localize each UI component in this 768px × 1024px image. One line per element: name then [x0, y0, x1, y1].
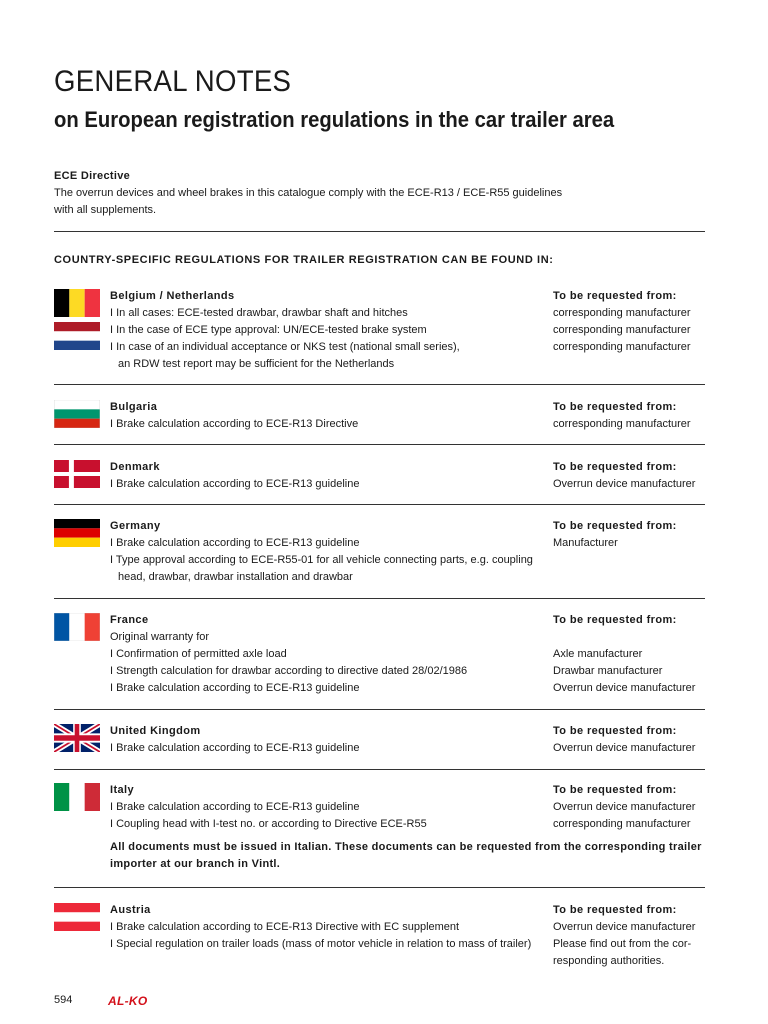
divider — [54, 598, 705, 599]
belgium-flag-icon — [54, 289, 100, 317]
requested-from-value: Overrun device manufacturer — [553, 742, 696, 754]
country-name: Austria — [110, 904, 151, 916]
requirement-line: I Type approval according to ECE-R55-01 for all vehicle connecting parts, e.g. coupling — [110, 554, 533, 566]
requirement-line: an RDW test report may be sufficient for the Netherlands — [118, 358, 395, 370]
italy-note-line-1: All documents must be issued in Italian. These documents can be requested from the corresponding trailer — [110, 841, 702, 853]
divider — [54, 887, 705, 888]
requested-from-heading: To be requested from: — [553, 520, 677, 532]
denmark-flag-icon — [54, 460, 100, 488]
country-name: Italy — [110, 784, 135, 796]
requirement-line: I Brake calculation according to ECE-R13 Directive with EC supplement — [110, 921, 460, 933]
requested-from-value: Axle manufacturer — [553, 648, 643, 660]
uk-flag-icon — [54, 724, 100, 752]
requested-from-value: corresponding manufacturer — [553, 307, 691, 319]
divider — [54, 384, 705, 385]
ece-heading: ECE Directive — [54, 170, 131, 182]
divider — [54, 504, 705, 505]
divider — [54, 709, 705, 710]
requirement-line: I Brake calculation according to ECE-R13 guideline — [110, 801, 360, 813]
requested-from-heading: To be requested from: — [553, 401, 677, 413]
requirement-line: I Brake calculation according to ECE-R13 Directive — [110, 418, 359, 430]
italy-note — [110, 839, 710, 873]
requirement-line: I Brake calculation according to ECE-R13 guideline — [110, 682, 360, 694]
austria-flag-icon — [54, 903, 100, 931]
country-italy — [54, 783, 705, 878]
country-name: United Kingdom — [110, 725, 201, 737]
requirement-line: I In all cases: ECE-tested drawbar, drawbar shaft and hitches — [110, 307, 408, 319]
requirement-line: I In the case of ECE type approval: UN/ECE-tested brake system — [110, 324, 427, 336]
country-denmark — [54, 460, 705, 500]
page-subtitle: on European registration regulations in the car trailer area — [54, 107, 615, 132]
requirement-line: head, drawbar, drawbar installation and drawbar — [118, 571, 353, 583]
ece-text-line-1: The overrun devices and wheel brakes in this catalogue comply with the ECE-R13 / ECE-R55 guidelines — [54, 187, 563, 199]
italy-note-line-2: importer at our branch in Vintl. — [110, 858, 281, 870]
requirement-line: I Confirmation of permitted axle load — [110, 648, 287, 660]
requirement-line: I In case of an individual acceptance or NKS test (national small series), — [110, 341, 460, 353]
ece-text-line-2: with all supplements. — [54, 204, 157, 216]
country-uk — [54, 724, 705, 764]
country-name: Bulgaria — [110, 401, 158, 413]
requested-from-value: corresponding manufacturer — [553, 418, 691, 430]
requested-from-heading: To be requested from: — [553, 904, 677, 916]
requested-from-value — [553, 629, 713, 646]
requirement-line: Original warranty for — [110, 631, 210, 643]
requested-from-value: Overrun device manufacturer — [553, 801, 696, 813]
country-austria — [54, 903, 705, 973]
requested-from-heading: To be requested from: — [553, 461, 677, 473]
france-flag-icon — [54, 613, 100, 641]
germany-flag-icon — [54, 519, 100, 547]
requested-from-value: responding authorities. — [553, 955, 665, 967]
page-title: GENERAL NOTES — [54, 65, 292, 98]
requested-from-value: Manufacturer — [553, 537, 618, 549]
country-name: France — [110, 614, 149, 626]
section-heading: COUNTRY-SPECIFIC REGULATIONS FOR TRAILER REGISTRATION CAN BE FOUND IN: — [54, 254, 554, 266]
requested-from-value: Please find out from the cor- — [553, 938, 692, 950]
requested-from-value: corresponding manufacturer — [553, 341, 691, 353]
requested-from-value: Overrun device manufacturer — [553, 478, 696, 490]
country-name: Germany — [110, 520, 161, 532]
divider — [54, 231, 705, 232]
requirement-line: I Strength calculation for drawbar according to directive dated 28/02/1986 — [110, 665, 468, 677]
requested-from-value: corresponding manufacturer — [553, 818, 691, 830]
country-germany — [54, 519, 705, 589]
country-france — [54, 613, 705, 703]
requested-from-value: corresponding manufacturer — [553, 324, 691, 336]
requested-from-heading: To be requested from: — [553, 614, 677, 626]
divider — [54, 769, 705, 770]
divider — [54, 444, 705, 445]
requirement-line: I Brake calculation according to ECE-R13 guideline — [110, 478, 360, 490]
requested-from-value: Drawbar manufacturer — [553, 665, 663, 677]
requested-from-heading: To be requested from: — [553, 784, 677, 796]
requested-from-value: Overrun device manufacturer — [553, 682, 696, 694]
requested-from-heading: To be requested from: — [553, 290, 677, 302]
country-name: Belgium / Netherlands — [110, 290, 235, 302]
requirement-line: I Brake calculation according to ECE-R13 guideline — [110, 537, 360, 549]
requested-from-heading: To be requested from: — [553, 725, 677, 737]
country-name: Denmark — [110, 461, 160, 473]
ece-directive-block — [54, 168, 704, 219]
netherlands-flag-icon — [54, 322, 100, 350]
page-number: 594 — [54, 994, 73, 1006]
requirement-line: I Coupling head with I-test no. or according to Directive ECE-R55 — [110, 818, 427, 830]
bulgaria-flag-icon — [54, 400, 100, 428]
alko-logo: AL-KO — [108, 994, 148, 1008]
country-benelux — [54, 289, 705, 379]
requirement-line: I Brake calculation according to ECE-R13 guideline — [110, 742, 360, 754]
requirement-line: I Special regulation on trailer loads (mass of motor vehicle in relation to mass of trailer) — [110, 938, 532, 950]
italy-flag-icon — [54, 783, 100, 811]
country-bulgaria — [54, 400, 705, 440]
requested-from-value: Overrun device manufacturer — [553, 921, 696, 933]
